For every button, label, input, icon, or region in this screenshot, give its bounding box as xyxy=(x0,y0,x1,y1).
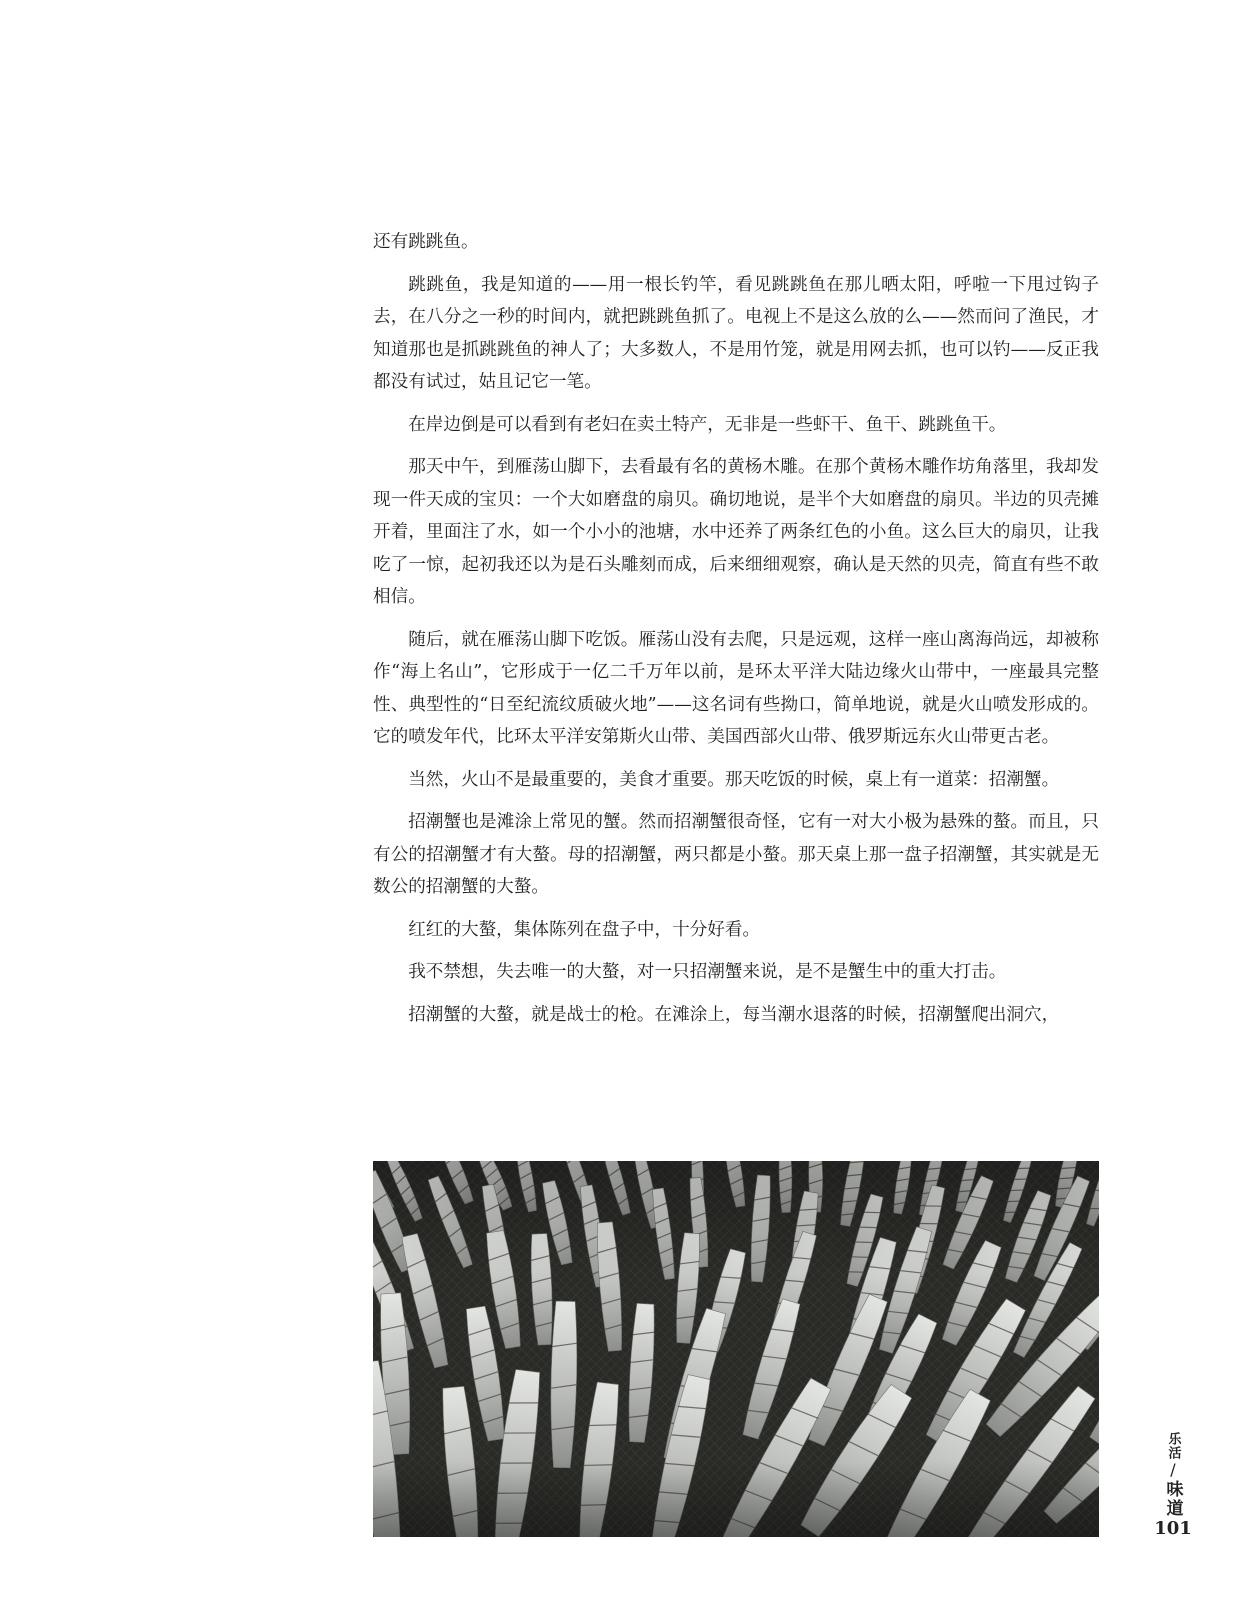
paragraph: 招潮蟹也是滩涂上常见的蟹。然而招潮蟹很奇怪，它有一对大小极为悬殊的螯。而且，只有公的招潮蟹才有大螯。母的招潮蟹，两只都是小螯。那天桌上那一盘子招潮蟹，其实就是无数公的招潮蟹的大螯。 xyxy=(373,812,1099,897)
paragraph: 当然，火山不是最重要的，美食才重要。那天吃饭的时候，桌上有一道菜：招潮蟹。 xyxy=(408,769,1060,790)
section-marker xyxy=(1157,1432,1189,1518)
section-primary: 乐活 xyxy=(1165,1432,1181,1460)
dried-fish-photo xyxy=(373,1161,1099,1537)
paragraph: 还有跳跳鱼。 xyxy=(373,232,479,252)
article-body xyxy=(373,226,1099,1041)
paragraph: 跳跳鱼，我是知道的——用一根长钓竿，看见跳跳鱼在那儿晒太阳，呼啦一下甩过钩子去，在八分之一秒的时间内，就把跳跳鱼抓了。电视上不是这么放的么——然而问了渔民，才知道那也是抓跳跳鱼的神人了；大多数人，不是用竹笼，就是用网去抓，也可以钓——反正我都没有试过，姑且记它一笔。 xyxy=(373,274,1099,392)
paragraph: 我不禁想，失去唯一的大螯，对一只招潮蟹来说，是不是蟹生中的重大打击。 xyxy=(408,962,1007,982)
dried-fish-illustration xyxy=(373,1161,1099,1537)
paragraph: 那天中午，到雁荡山脚下，去看最有名的黄杨木雕。在那个黄杨木雕作坊角落里，我却发现一件天成的宝贝：一个大如磨盘的扇贝。确切地说，是半个大如磨盘的扇贝。半边的贝壳摊开着，里面注了水，如一个小小的池塘，水中还养了两条红色的小鱼。这么巨大的扇贝，让我吃了一惊，起初我还以为是石头雕刻而成，后来细细观察，确认是天然的贝壳，简直有些不敢相信。 xyxy=(373,457,1099,607)
section-separator: / xyxy=(1170,1460,1176,1479)
paragraph: 红红的大螯，集体陈列在盘子中，十分好看。 xyxy=(408,919,761,940)
paragraph: 招潮蟹的大螯，就是战士的枪。在滩涂上，每当潮水退落的时候，招潮蟹爬出洞穴， xyxy=(408,1004,1060,1025)
paragraph: 在岸边倒是可以看到有老妇在卖土特产，无非是一些虾干、鱼干、跳跳鱼干。 xyxy=(408,414,1007,435)
page-number: 101 xyxy=(1154,1518,1192,1539)
section-secondary: 味道 xyxy=(1162,1480,1183,1518)
paragraph: 随后，就在雁荡山脚下吃饭。雁荡山没有去爬，只是远观，这样一座山离海尚远，却被称作“海上名山”，它形成于一亿二千万年以前，是环太平洋大陆边缘火山带中，一座最具完整性、典型性的“日至纪流纹质破火地”——这名词有些拗口，简单地说，就是火山喷发形成的。它的喷发年代，比环太平洋安第斯火山带、美国西部火山带、俄罗斯远东火山带更古老。 xyxy=(373,629,1099,747)
